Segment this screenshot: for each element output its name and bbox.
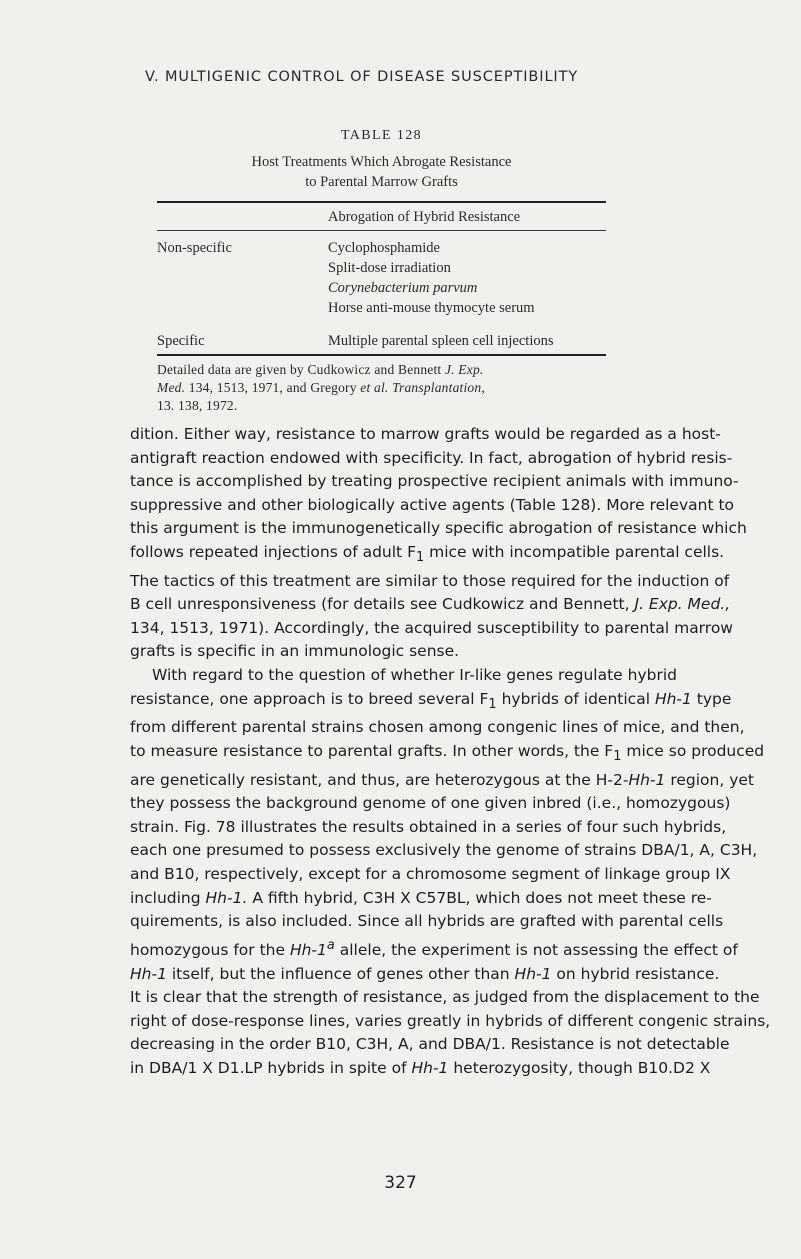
text-line: they possess the background genome of one given inbred (i.e., homozygous) <box>130 794 731 813</box>
text-span: on hybrid resistance. <box>551 964 720 983</box>
table-footnote <box>157 361 606 415</box>
text-line <box>130 887 730 911</box>
gene-name: Hh-1. <box>205 888 248 907</box>
gene-name: Hh-1 <box>411 1058 449 1077</box>
text-span: allele, the experiment is not assessing the effect of <box>334 940 738 959</box>
text-line: decreasing in the order B10, C3H, A, and DBA/1. Resistance is not detectable <box>130 1035 730 1054</box>
text-line: tance is accomplished by treating prospective recipient animals with immuno- <box>130 472 739 491</box>
footnote-text: Detailed data are given by Cudkowicz and Bennett <box>157 362 445 377</box>
table-row-specific <box>157 331 606 354</box>
gene-name: Hh-1 <box>130 964 167 983</box>
text-line: 134, 1513, 1971). Accordingly, the acquired susceptibility to parental marrow <box>130 618 733 637</box>
subscript: 1 <box>613 749 622 764</box>
text-line: grafts is specific in an immunologic sense. <box>130 642 460 661</box>
table-bottom-rule <box>157 354 606 356</box>
journal-name: Med. <box>157 380 186 395</box>
text-line <box>130 1057 730 1081</box>
page-number: 327 <box>384 1173 417 1193</box>
text-span: resistance, one approach is to breed several F <box>130 689 489 708</box>
text-span: mice with incompatible parental cells. <box>424 542 725 561</box>
table-row-nonspecific <box>157 238 606 318</box>
text-line: With regard to the question of whether Ir-like genes regulate hybrid <box>152 666 677 685</box>
text-span: heterozygosity, though B10.D2 X <box>448 1058 711 1077</box>
table-128 <box>157 126 606 415</box>
text-span: homozygous for the <box>130 940 290 959</box>
journal-name: J. Exp. Med., <box>634 595 731 614</box>
text-line: quirements, is also included. Since all hybrids are grafted with parental cells <box>130 912 724 931</box>
superscript: a <box>326 937 335 953</box>
gene-name: Hh-1 <box>628 770 666 789</box>
row-category: Specific <box>157 333 205 349</box>
subscript: 1 <box>488 696 497 712</box>
footnote-text: 13. 138, 1972. <box>157 398 238 413</box>
text-line <box>130 740 765 769</box>
treatment-item: Horse anti-mouse thymocyte serum <box>328 300 535 316</box>
text-span: hybrids of identical <box>496 689 655 708</box>
text-span: mice so produced <box>621 741 765 760</box>
text-line: antigraft reaction endowed with specificity. In fact, abrogation of hybrid resis- <box>130 448 733 467</box>
text-line <box>130 541 730 570</box>
row-category: Non-specific <box>157 240 232 256</box>
text-line <box>130 593 730 617</box>
text-span: type <box>691 689 732 708</box>
treatment-item: Cyclophosphamide <box>328 240 440 256</box>
text-line: each one presumed to possess exclusively the genome of strains DBA/1, A, C3H, <box>130 841 758 860</box>
table-caption-line: to Parental Marrow Grafts <box>305 174 458 190</box>
text-span: B cell unresponsiveness (for details see Cudkowicz and Bennett, <box>130 595 635 614</box>
text-line: from different parental strains chosen among congenic lines of mice, and then, <box>130 718 745 737</box>
treatment-item: Corynebacterium parvum <box>328 280 478 296</box>
text-line <box>130 934 738 963</box>
text-span: in DBA/1 X D1.LP hybrids in spite of <box>130 1058 412 1077</box>
text-line <box>130 769 754 793</box>
text-line <box>130 688 730 717</box>
text-line <box>130 963 730 987</box>
text-span: are genetically resistant, and thus, are heterozygous at the H-2- <box>130 770 629 789</box>
gene-name: Hh-1 <box>654 689 692 708</box>
text-line: The tactics of this treatment are similar to those required for the induction of <box>130 571 730 590</box>
journal-name: J. Exp. <box>444 362 484 377</box>
row-items <box>328 238 535 318</box>
table-caption <box>157 152 606 192</box>
text-span: including <box>130 888 206 907</box>
text-line: suppressive and other biologically active agents (Table 128). More relevant to <box>130 495 735 514</box>
journal-name: Transplantation, <box>392 380 485 395</box>
text-span: follows repeated injections of adult F <box>130 542 416 561</box>
row-items <box>328 331 554 351</box>
text-span: itself, but the influence of genes other than <box>166 964 515 983</box>
table-label: TABLE 128 <box>340 128 423 143</box>
table-column-header: Abrogation of Hybrid Resistance <box>328 209 521 225</box>
text-span: to measure resistance to parental grafts. In other words, the F <box>130 741 614 760</box>
treatment-item: Split-dose irradiation <box>328 260 451 276</box>
body-text <box>130 423 771 1080</box>
table-header-rule <box>157 230 606 231</box>
text-line: and B10, respectively, except for a chromosome segment of linkage group IX <box>130 864 731 883</box>
running-head: V. MULTIGENIC CONTROL OF DISEASE SUSCEPTIBILITY <box>145 69 579 85</box>
text-line: strain. Fig. 78 illustrates the results obtained in a series of four such hybrids, <box>130 817 727 836</box>
gene-name: Hh-1 <box>289 940 327 959</box>
text-line: right of dose-response lines, varies greatly in hybrids of different congenic strains, <box>130 1011 771 1030</box>
text-line: It is clear that the strength of resistance, as judged from the displacement to the <box>130 988 760 1007</box>
treatment-item: Multiple parental spleen cell injections <box>328 333 554 349</box>
text-span: region, yet <box>665 770 754 789</box>
footnote-text: 134, 1513, 1971, and Gregory <box>185 380 361 395</box>
text-span: A fifth hybrid, C3H X C57BL, which does not meet these re- <box>247 888 712 907</box>
table-caption-line: Host Treatments Which Abrogate Resistance <box>251 154 512 170</box>
gene-name: Hh-1 <box>514 964 552 983</box>
text-line: dition. Either way, resistance to marrow grafts would be regarded as a host- <box>130 425 721 443</box>
footnote-italic: et al. <box>360 380 389 395</box>
subscript: 1 <box>415 550 425 566</box>
text-line: this argument is the immunogenetically specific abrogation of resistance which <box>130 519 747 538</box>
